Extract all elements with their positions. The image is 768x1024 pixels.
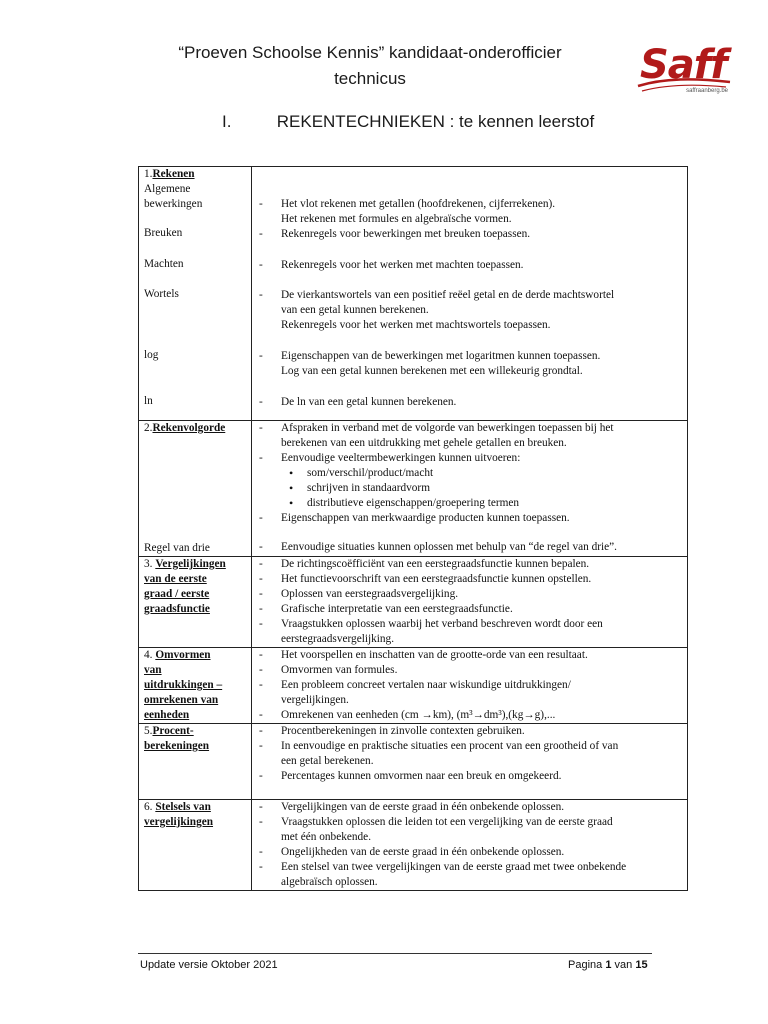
list-item: - Vraagstukken oplossen waarbij het verband beschreven wordt door een <box>257 617 685 632</box>
bullet-item: • som/verschil/product/macht <box>257 466 685 481</box>
list-item: - Vraagstukken oplossen die leiden tot een vergelijking van de eerste graad <box>257 815 685 830</box>
row-heading: 4. Omvormen van uitdrukkingen – omrekenen van eenheden <box>144 649 223 721</box>
list-item-continued: algebraïsch oplossen. <box>281 876 378 888</box>
list-item: - Oplossen van eerstegraadsvergelijking. <box>257 587 685 602</box>
row-content-cell <box>252 557 688 648</box>
topic-label: bewerkingen <box>144 198 203 210</box>
list-item: - Een probleem concreet vertalen naar wiskundige uitdrukkingen/ <box>257 678 685 693</box>
list-item-continued: van een getal kunnen berekenen. <box>281 304 429 316</box>
topic-label: log <box>144 349 159 361</box>
bullet-item: • distributieve eigenschappen/groepering termen <box>257 496 685 511</box>
logo-wordmark: Saff <box>640 42 727 88</box>
row-topic-cell <box>139 421 252 557</box>
section-heading <box>222 112 594 132</box>
list-item: - In eenvoudige en praktische situaties een procent van een grootheid of van <box>257 739 685 754</box>
topic-label: Breuken <box>144 227 183 239</box>
list-item: - De richtingscoëfficiënt van een eerstegraadsfunctie kunnen bepalen. <box>257 557 685 572</box>
list-item: - De ln van een getal kunnen berekenen. <box>257 395 685 410</box>
logo-site: saffraanberg.be <box>686 88 728 94</box>
list-item: - Rekenregels voor het werken met machten toepassen. <box>257 258 685 273</box>
row-topic-cell <box>139 648 252 724</box>
bullet-item: • schrijven in standaardvorm <box>257 481 685 496</box>
topic-label: Machten <box>144 258 184 270</box>
saff-logo <box>634 42 732 106</box>
table-row <box>139 421 688 557</box>
document-title <box>150 40 590 92</box>
row-topic-cell <box>139 800 252 891</box>
table-row <box>139 557 688 648</box>
list-item: - Rekenregels voor bewerkingen met breuken toepassen. <box>257 227 685 242</box>
topic-label: ln <box>144 395 153 407</box>
row-heading: 6. Stelsels van vergelijkingen <box>144 801 214 828</box>
list-item-continued: vergelijkingen. <box>281 694 349 706</box>
topic-label: Algemene <box>144 183 191 195</box>
footer-version: Update versie Oktober 2021 <box>140 959 278 971</box>
list-item-continued: met één onbekende. <box>281 831 372 843</box>
document-title-line2: technicus <box>334 69 406 88</box>
list-item-continued: eerstegraadsvergelijking. <box>281 633 395 645</box>
table-row <box>139 167 688 421</box>
table-row <box>139 800 688 891</box>
row-content-cell <box>252 724 688 800</box>
list-item: - Het functievoorschrift van een eerstegraadsfunctie kunnen opstellen. <box>257 572 685 587</box>
row-heading: 5.Procent- berekeningen <box>144 725 210 752</box>
list-item: - Vergelijkingen van de eerste graad in één onbekende oplossen. <box>257 800 685 815</box>
table-row <box>139 648 688 724</box>
list-item: - Omvormen van formules. <box>257 663 685 678</box>
list-item: - Omrekenen van eenheden (cm →km), (m³→dm³),(kg→g),... <box>257 708 685 723</box>
row-heading: 3. Vergelijkingen van de eerste graad / eerste graadsfunctie <box>144 558 226 615</box>
row-heading: 2.Rekenvolgorde <box>144 422 226 434</box>
list-item-continued: een getal berekenen. <box>281 755 374 767</box>
list-item: - Eenvoudige situaties kunnen oplossen met behulp van “de regel van drie”. <box>257 540 685 555</box>
row-content-cell <box>252 167 688 421</box>
section-title: REKENTECHNIEKEN : te kennen leerstof <box>276 112 595 131</box>
list-item: - Grafische interpretatie van een eerstegraadsfunctie. <box>257 602 685 617</box>
list-item: - Het voorspellen en inschatten van de grootte-orde van een resultaat. <box>257 648 685 663</box>
list-item: - Afspraken in verband met de volgorde van bewerkingen toepassen bij het <box>257 421 685 436</box>
list-item: - De vierkantswortels van een positief reëel getal en de derde machtswortel <box>257 288 685 303</box>
table-row <box>139 724 688 800</box>
row-heading: 1.Rekenen <box>144 168 195 180</box>
document-title-line1: “Proeven Schoolse Kennis” kandidaat-onderofficier <box>178 43 562 62</box>
list-item-continued: Log van een getal kunnen berekenen met een willekeurig grondtal. <box>281 365 583 377</box>
row-content-cell <box>252 648 688 724</box>
list-item: - Percentages kunnen omvormen naar een breuk en omgekeerd. <box>257 769 685 784</box>
list-item-continued: Het rekenen met formules en algebraïsche vormen. <box>281 213 512 225</box>
list-item: - Het vlot rekenen met getallen (hoofdrekenen, cijferrekenen). <box>257 197 685 212</box>
footer-divider <box>138 953 652 954</box>
list-item-continued: Rekenregels voor het werken met machtswortels toepassen. <box>281 319 551 331</box>
row-topic-cell <box>139 724 252 800</box>
list-item: - Een stelsel van twee vergelijkingen van de eerste graad met twee onbekende <box>257 860 685 875</box>
list-item: - Eenvoudige veeltermbewerkingen kunnen uitvoeren: <box>257 451 685 466</box>
topic-label: Regel van drie <box>144 542 210 554</box>
list-item: - Eigenschappen van de bewerkingen met logaritmen kunnen toepassen. <box>257 349 685 364</box>
list-item: - Procentberekeningen in zinvolle contexten gebruiken. <box>257 724 685 739</box>
row-topic-cell <box>139 167 252 421</box>
footer-page-number: Pagina 1 van 15 <box>568 959 648 971</box>
leerstof-table <box>138 166 688 891</box>
section-number: I. <box>222 112 232 131</box>
list-item: - Eigenschappen van merkwaardige producten kunnen toepassen. <box>257 511 685 526</box>
list-item-continued: berekenen van een uitdrukking met gehele getallen en breuken. <box>281 437 567 449</box>
topic-label: Wortels <box>144 288 179 300</box>
row-topic-cell <box>139 557 252 648</box>
row-content-cell <box>252 800 688 891</box>
list-item: - Ongelijkheden van de eerste graad in één onbekende oplossen. <box>257 845 685 860</box>
row-content-cell <box>252 421 688 557</box>
